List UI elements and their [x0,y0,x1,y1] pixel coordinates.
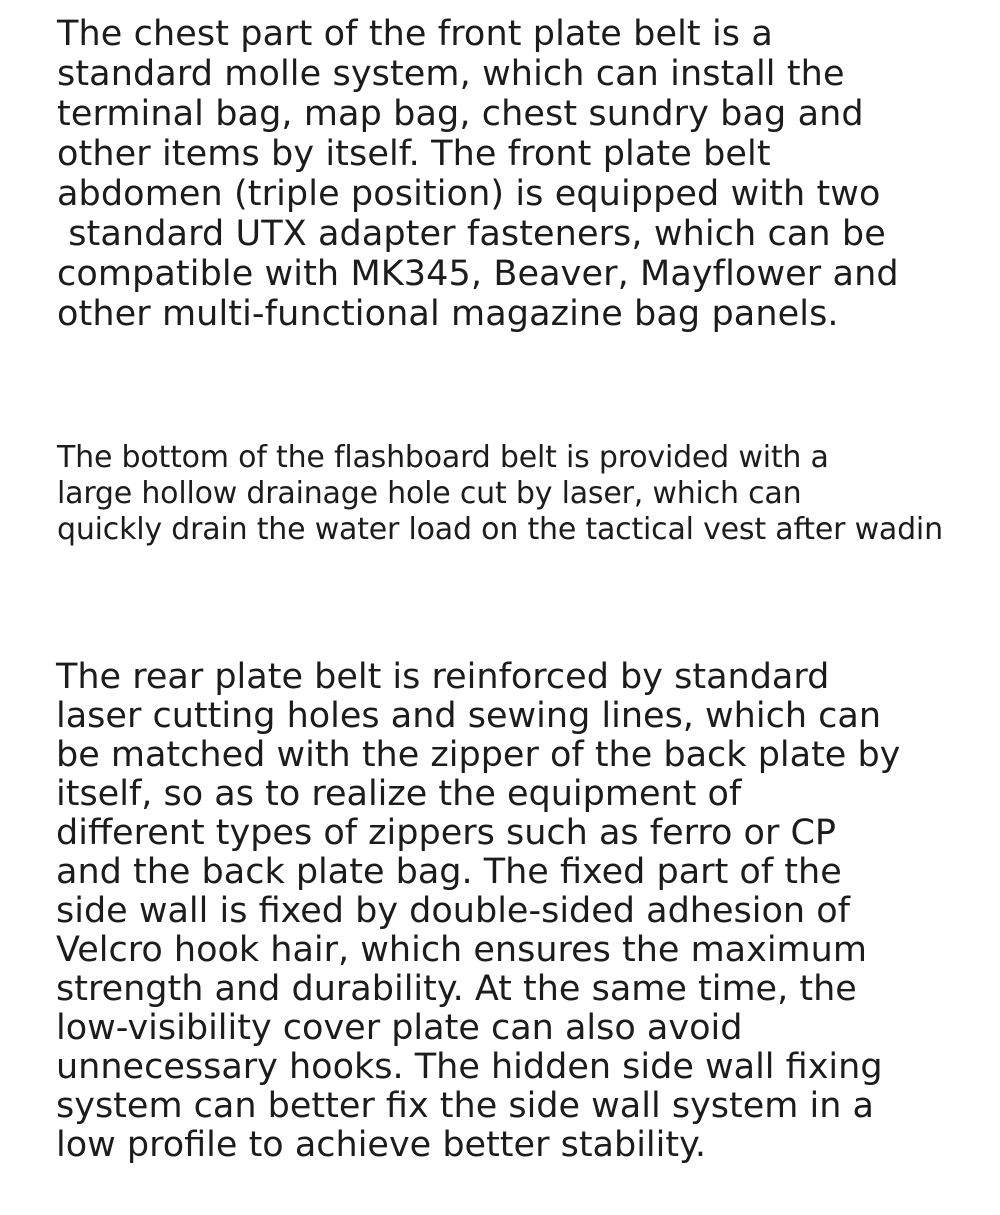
text-line: be matched with the zipper of the back plate by [56,735,901,775]
text-line: The chest part of the front plate belt is a [57,14,773,54]
text-line: quickly drain the water load on the tactical vest after wadin [57,512,943,547]
text-line: different types of zippers such as ferro or CP [56,813,837,853]
text-line: itself, so as to realize the equipment of [56,774,742,814]
text-line: The bottom of the flashboard belt is provided with a [57,440,829,475]
text-line: laser cutting holes and sewing lines, which can [56,696,882,736]
text-line: The rear plate belt is reinforced by standard [56,657,830,697]
text-line: abdomen (triple position) is equipped with two [57,174,881,214]
text-line: side wall is fixed by double-sided adhesion of [56,891,850,931]
text-line: other items by itself. The front plate belt [57,134,771,174]
text-line: unnecessary hooks. The hidden side wall fixing [56,1047,883,1087]
text-line: standard molle system, which can install the [57,54,845,94]
text-line: terminal bag, map bag, chest sundry bag and [57,94,864,134]
text-line: Velcro hook hair, which ensures the maximum [56,930,867,970]
paragraph-drainage-hole [57,440,943,548]
text-line: large hollow drainage hole cut by laser, which can [57,476,802,511]
text-line: low profile to achieve better stability. [56,1125,706,1165]
text-line: and the back plate bag. The fixed part of the [56,852,842,892]
text-line: standard UTX adapter fasteners, which can be [57,214,886,254]
paragraph-rear-plate-belt [56,658,900,1165]
text-line: other multi-functional magazine bag panels. [57,294,839,334]
text-line: low-visibility cover plate can also avoid [56,1008,743,1048]
text-line: system can better fix the side wall system in a [56,1086,874,1126]
text-line: compatible with MK345, Beaver, Mayflower and [57,254,899,294]
text-line: strength and durability. At the same time, the [56,969,857,1009]
paragraph-front-plate-belt [57,14,899,334]
